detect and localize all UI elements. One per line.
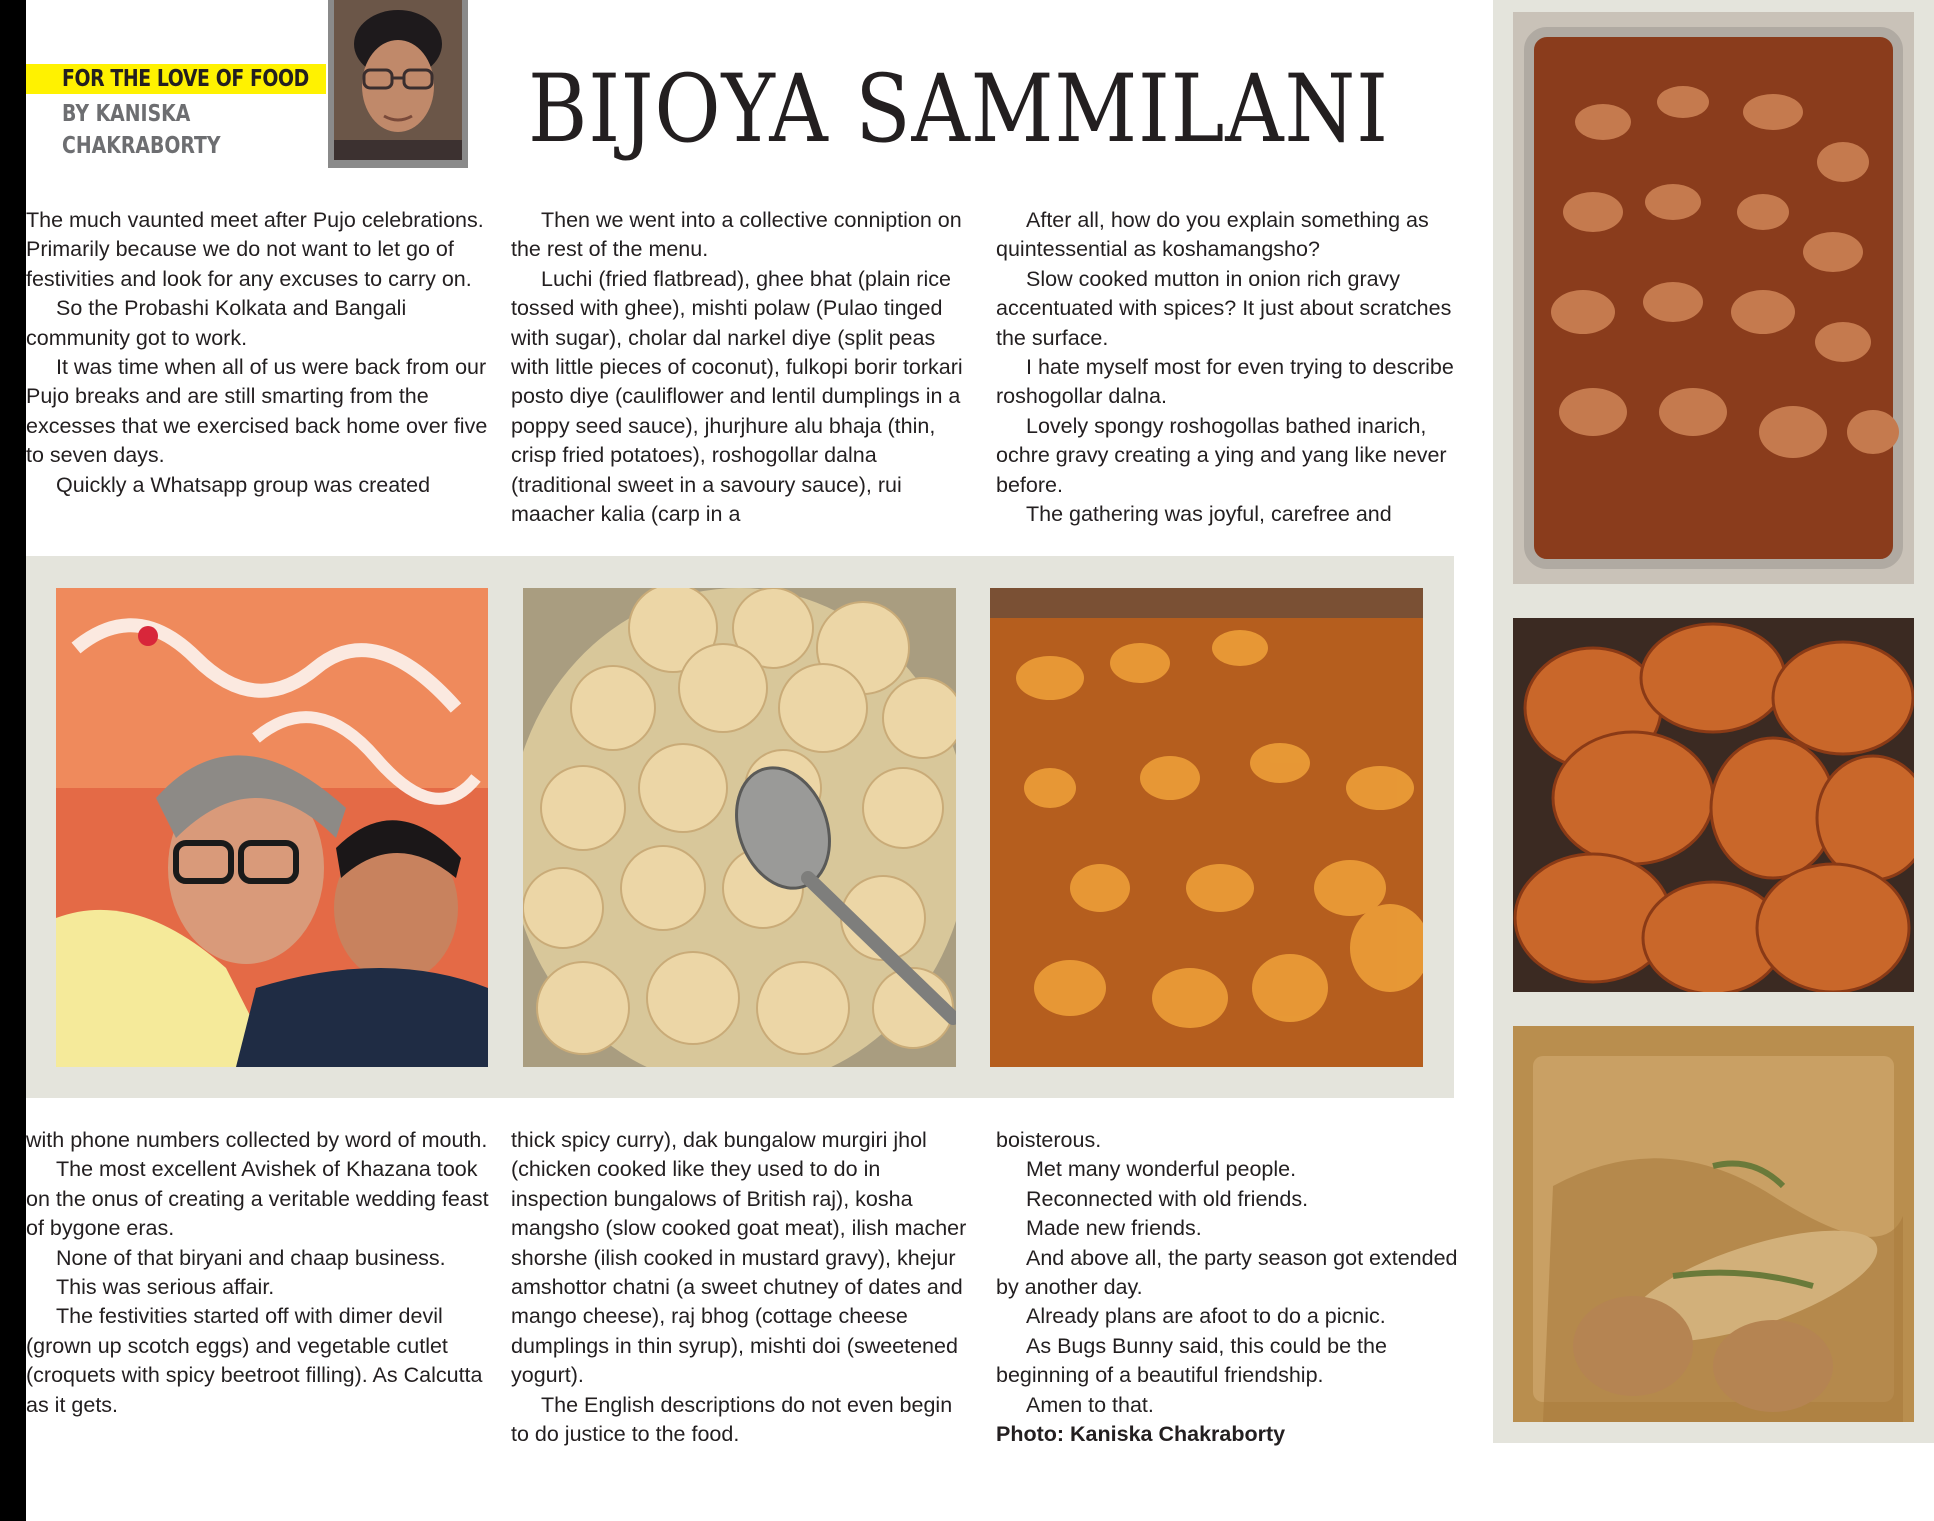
paragraph: The English descriptions do not even begin to do justice to the food. bbox=[511, 1392, 953, 1447]
photo-credit: Photo: Kaniska Chakraborty bbox=[996, 1422, 1286, 1447]
roshogolla-photo bbox=[523, 588, 956, 1067]
paragraph: None of that biryani and chaap business. bbox=[56, 1245, 446, 1270]
section-kicker: FOR THE LOVE OF FOOD bbox=[62, 66, 309, 92]
paragraph: As Bugs Bunny said, this could be the beginning of a beautiful friendship. bbox=[996, 1333, 1387, 1388]
paragraph: Luchi (fried flatbread), ghee bhat (plain rice tossed with ghee), mishti polaw (Pulao tinged with sugar), cholar dal narkel diye (split peas with little pieces of coconut), fulkopi borir torkari posto diye (cauliflower and lentil dumplings in a poppy seed sauce), jhurjhure alu bhaja (thin, crisp fried potatoes), roshogollar dalna (traditional sweet in a savoury sauce), rui maacher kalia (carp in a bbox=[511, 266, 963, 527]
article-column-1-bottom bbox=[26, 1126, 491, 1420]
selfie-photo bbox=[56, 588, 488, 1067]
paragraph: thick spicy curry), dak bungalow murgiri jhol (chicken cooked like they used to do in inspection bungalows of British raj), kosha mangsho (slow cooked goat meat), ilish macher shorshe (ilish cooked in mustard gravy), khejur amshottor chatni (a sweet chutney of dates and mango cheese), raj bhog (cottage cheese dumplings in thin syrup), mishti doi (sweetened yogurt). bbox=[511, 1128, 967, 1388]
paragraph: This was serious affair. bbox=[56, 1275, 275, 1300]
article-column-1-top bbox=[26, 206, 491, 500]
kosha-mangsho-photo bbox=[1513, 12, 1914, 584]
paragraph: Then we went into a collective conniption on the rest of the menu. bbox=[511, 208, 962, 262]
paragraph: It was time when all of us were back from our Pujo breaks and are still smarting from the excesses that we exercised back home over five to seven days. bbox=[26, 355, 488, 468]
byline bbox=[62, 98, 221, 162]
paragraph: The festivities started off with dimer devil (grown up scotch eggs) and vegetable cutlet (croquets with spicy beetroot filling). As Calcutta as it gets. bbox=[26, 1304, 483, 1417]
paragraph: with phone numbers collected by word of mouth. bbox=[26, 1128, 488, 1152]
paragraph: And above all, the party season got extended by another day. bbox=[996, 1245, 1458, 1300]
paragraph: boisterous. bbox=[996, 1128, 1102, 1152]
paragraph: Already plans are afoot to do a picnic. bbox=[1026, 1304, 1386, 1329]
author-portrait bbox=[328, 0, 468, 168]
paragraph: After all, how do you explain something as quintessential as koshamangsho? bbox=[996, 208, 1429, 262]
paragraph: Lovely spongy roshogollas bathed inarich, ochre gravy creating a ying and yang like never before. bbox=[996, 413, 1447, 497]
paragraph: Amen to that. bbox=[1026, 1392, 1154, 1417]
paragraph: So the Probashi Kolkata and Bangali community got to work. bbox=[26, 296, 407, 350]
article-column-2-bottom bbox=[511, 1126, 976, 1449]
byline-line-2: CHAKRABORTY bbox=[62, 133, 221, 159]
ilish-shorshe-photo bbox=[1513, 1026, 1914, 1422]
article-column-3-top bbox=[996, 206, 1471, 529]
article-column-2-top bbox=[511, 206, 976, 529]
paragraph: The much vaunted meet after Pujo celebrations. Primarily because we do not want to let go of festivities and look for any excuses to carry on. bbox=[26, 208, 484, 291]
paragraph: Quickly a Whatsapp group was created bbox=[56, 472, 431, 497]
headline: BIJOYA SAMMILANI bbox=[528, 55, 1389, 164]
paragraph: The most excellent Avishek of Khazana took on the onus of creating a veritable wedding feast of bygone eras. bbox=[26, 1157, 489, 1241]
article-column-3-bottom bbox=[996, 1126, 1471, 1449]
paragraph: The gathering was joyful, carefree and bbox=[1026, 502, 1392, 527]
left-edge-bar bbox=[0, 0, 26, 1521]
cutlets-photo bbox=[1513, 618, 1914, 992]
byline-line-1: BY KANISKA bbox=[62, 101, 191, 127]
paragraph: I hate myself most for even trying to describe roshogollar dalna. bbox=[996, 355, 1454, 409]
paragraph: Made new friends. bbox=[1026, 1216, 1202, 1241]
paragraph: Reconnected with old friends. bbox=[1026, 1186, 1309, 1211]
paragraph: Slow cooked mutton in onion rich gravy accentuated with spices? It just about scratches the surface. bbox=[996, 266, 1452, 350]
roshogollar-dalna-photo bbox=[990, 588, 1423, 1067]
paragraph: Met many wonderful people. bbox=[1026, 1157, 1297, 1182]
